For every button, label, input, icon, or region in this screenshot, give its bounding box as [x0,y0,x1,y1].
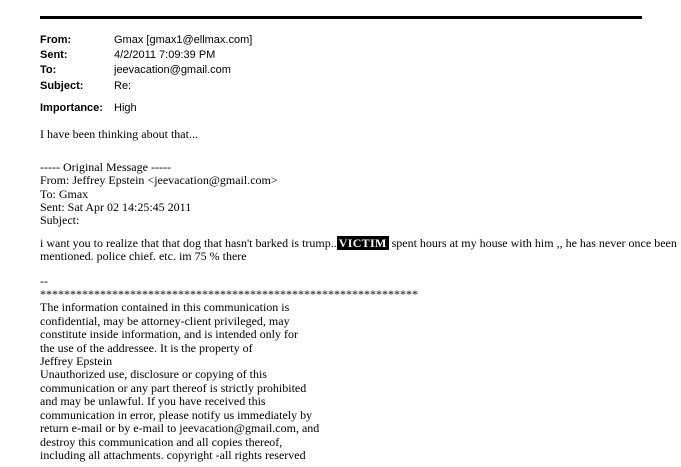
notice-line: communication in error, please notify us immediately by [40,407,313,422]
original-subject: Subject: [40,213,80,228]
to-label: To: [40,64,57,77]
importance-label: Importance: [40,102,103,114]
sent-row [40,48,252,63]
header-rule [40,16,642,19]
body-after-redaction: spent hours at my house with him ,, he has never once been [391,235,677,250]
body-before-redaction: i want you to realize that that dog that hasn't barked is trump.. [40,235,337,250]
original-to: To: Gmax [40,186,89,201]
notice-line: including all attachments. copyright -all rights reserved [40,447,306,462]
from-value: Gmax [gmax1@ellmax.com] [114,34,253,46]
original-body-line-2: mentioned. police chief. etc. im 75 % there [40,249,247,264]
to-value: jeevacation@gmail.com [114,64,231,77]
notice-line: confidential, may be attorney-client privileged, may [40,313,290,328]
original-from: From: Jeffrey Epstein <jeevacation@gmail.com> [40,173,278,188]
subject-value: Re: [114,79,132,92]
notice-line: Unauthorized use, disclosure or copying of this [40,367,267,382]
email-body [40,127,677,462]
notice-line: The information contained in this communication is [40,300,290,315]
sent-label: Sent: [40,49,68,62]
notice-line: the use of the addressee. It is the property of [40,340,253,355]
importance-row [40,101,137,116]
reply-text: I have been thinking about that... [40,127,198,141]
subject-row [40,79,252,94]
notice-line: and may be unlawful. If you have received this [40,394,266,409]
notice-line: destroy this communication and all copies thereof, [40,434,283,449]
importance-value: High [114,102,137,114]
subject-label: Subject: [40,79,84,92]
notice-line: return e-mail or by e-mail to jeevacation@gmail.com, and [40,421,320,436]
from-row [40,33,252,48]
confidentiality-notice [40,301,660,462]
to-row [40,63,252,78]
original-sent: Sent: Sat Apr 02 14:25:45 2011 [40,200,192,215]
notice-line: communication or any part thereof is strictly prohibited [40,380,307,395]
sent-value: 4/2/2011 7:09:39 PM [114,49,216,62]
email-header [40,33,252,94]
from-label: From: [40,34,72,46]
notice-line: Jeffrey Epstein [40,354,113,369]
notice-line: constitute inside information, and is intended only for [40,327,298,342]
redaction-box: VICTIM [338,235,387,250]
original-message-divider: ----- Original Message ----- [40,159,171,174]
original-body-line-1 [40,235,677,250]
signature-dashes: -- [40,273,48,288]
signature-stars: *************************************************************** [40,287,418,302]
